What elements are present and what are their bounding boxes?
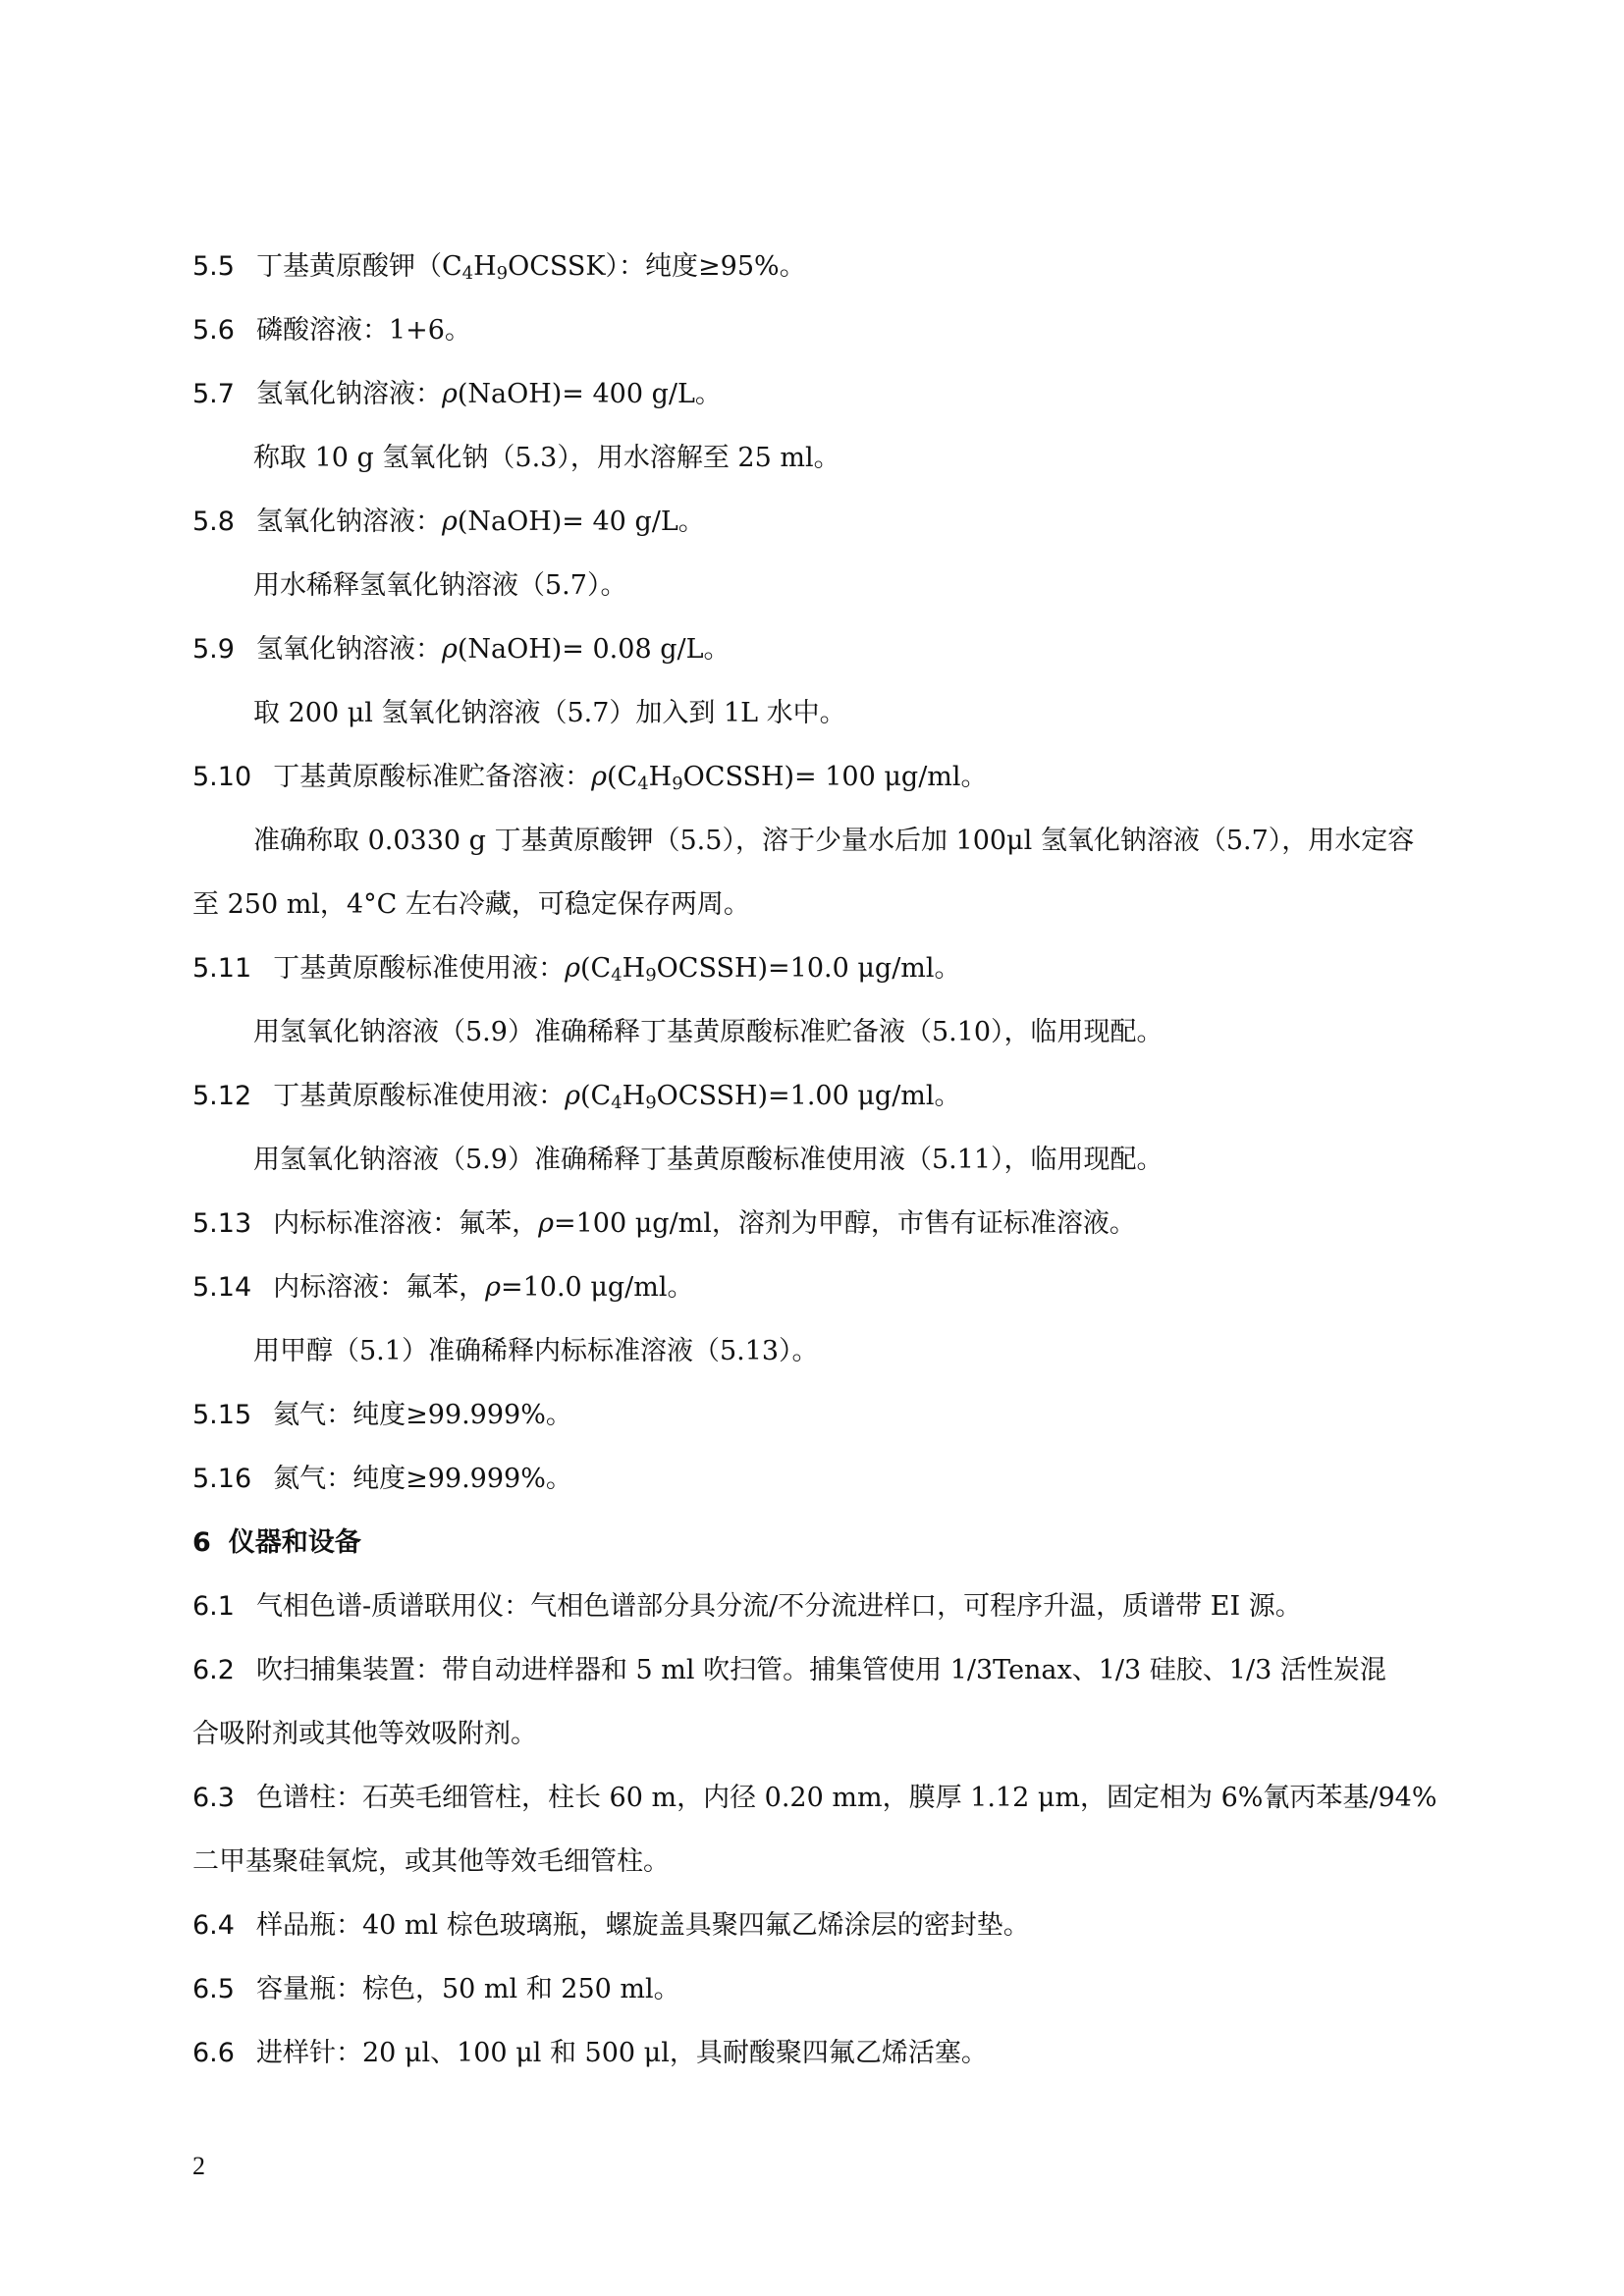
item-5-12: 5.12 丁基黄原酸标准使用液：$\rho(C_4H_9OCSSH)=1.00$ μg/ml。: [192, 1077, 1469, 1116]
item-6-6: 6.6 进样针：20 μl、100 μl 和 500 μl，具耐酸聚四氟乙烯活塞。: [192, 2034, 1469, 2073]
item-5-8-desc: 用水稀释氢氧化钠溶液（5.7）。: [253, 570, 627, 601]
item-5-16: 5.16 氮气：纯度≥99.999%。: [192, 1460, 1469, 1499]
item-number: 6.5: [192, 1974, 235, 2004]
item-number: 5.8: [192, 507, 235, 537]
item-number: 5.5: [192, 251, 235, 282]
item-6-4: 6.4 样品瓶：40 ml 棕色玻璃瓶，螺旋盖具聚四氟乙烯涂层的密封垫。: [192, 1906, 1469, 1946]
item-5-9-desc: 取 200 μl 氢氧化钠溶液（5.7）加入到 1L 水中。: [253, 698, 846, 728]
item-number: 5.14: [192, 1272, 252, 1303]
item-number: 6.3: [192, 1783, 235, 1813]
item-6-5: 6.5 容量瓶：棕色，50 ml 和 250 ml。: [192, 1970, 1469, 2009]
item-5-15: 5.15 氦气：纯度≥99.999%。: [192, 1396, 1469, 1435]
section-heading-6: 6 仪器和设备: [192, 1523, 1469, 1563]
item-5-10: 5.10 丁基黄原酸标准贮备溶液：$\rho(C_4H_9OCSSH)= 100$ μg/ml。: [192, 758, 1469, 797]
item-number: 5.9: [192, 634, 235, 665]
item-number: 5.7: [192, 379, 235, 409]
item-number: 5.15: [192, 1400, 252, 1430]
item-number: 6.6: [192, 2038, 235, 2068]
item-5-14: 5.14 内标溶液：氟苯，ρ=10.0 μg/ml。: [192, 1268, 1469, 1308]
item-number: 5.13: [192, 1208, 252, 1239]
item-6-2: 6.2 吹扫捕集装置：带自动进样器和 5 ml 吹扫管。捕集管使用 1/3Tenax、1/3 硅胶、1/3 活性炭混: [192, 1651, 1469, 1690]
item-number: 6.4: [192, 1910, 235, 1941]
item-number: 5.10: [192, 762, 252, 792]
item-5-10-desc-cont: 至 250 ml，4°C 左右冷藏，可稳定保存两周。: [192, 889, 750, 920]
page-number: 2: [192, 2152, 205, 2180]
item-number: 5.6: [192, 315, 235, 346]
item-5-11-desc: 用氢氧化钠溶液（5.9）准确稀释丁基黄原酸标准贮备液（5.10），临用现配。: [253, 1017, 1164, 1047]
item-6-2-cont: 合吸附剂或其他等效吸附剂。: [192, 1719, 537, 1749]
section-number: 6: [192, 1527, 211, 1558]
item-5-10-desc: 准确称取 0.0330 g 丁基黄原酸钾（5.5），溶于少量水后加 100μl 氢氧化钠溶液（5.7），用水定容: [253, 826, 1415, 856]
item-5-12-desc: 用氢氧化钠溶液（5.9）准确稀释丁基黄原酸标准使用液（5.11），临用现配。: [253, 1145, 1164, 1175]
item-number: 5.11: [192, 953, 252, 984]
item-number: 6.2: [192, 1655, 235, 1685]
item-6-3: 6.3 色谱柱：石英毛细管柱，柱长 60 m，内径 0.20 mm，膜厚 1.12 μm，固定相为 6%氰丙苯基/94%: [192, 1779, 1469, 1818]
item-number: 6.1: [192, 1591, 235, 1622]
item-5-5: 5.5 丁基黄原酸钾$(C_4H_9OCSSK)$：纯度≥95%。: [192, 247, 1469, 287]
item-5-6: 5.6 磷酸溶液：1+6。: [192, 311, 1469, 350]
item-5-9: 5.9 氢氧化钠溶液：ρ(NaOH)= 0.08 g/L。: [192, 630, 1469, 669]
item-5-11: 5.11 丁基黄原酸标准使用液：$\rho(C_4H_9OCSSH)=10.0$ μg/ml。: [192, 949, 1469, 988]
item-number: 5.16: [192, 1464, 252, 1494]
item-number: 5.12: [192, 1081, 252, 1111]
item-5-7: 5.7 氢氧化钠溶液：ρ(NaOH)= 400 g/L。: [192, 375, 1469, 414]
item-6-1: 6.1 气相色谱-质谱联用仪：气相色谱部分具分流/不分流进样口，可程序升温，质谱带 EI 源。: [192, 1587, 1469, 1627]
item-5-8: 5.8 氢氧化钠溶液：ρ(NaOH)= 40 g/L。: [192, 503, 1469, 542]
item-5-14-desc: 用甲醇（5.1）准确稀释内标标准溶液（5.13）。: [253, 1336, 819, 1366]
item-6-3-cont: 二甲基聚硅氧烷，或其他等效毛细管柱。: [192, 1846, 670, 1877]
item-5-13: 5.13 内标标准溶液：氟苯，ρ=100 μg/ml，溶剂为甲醇，市售有证标准溶液。: [192, 1204, 1469, 1244]
item-5-7-desc: 称取 10 g 氢氧化钠（5.3），用水溶解至 25 ml。: [253, 443, 840, 473]
